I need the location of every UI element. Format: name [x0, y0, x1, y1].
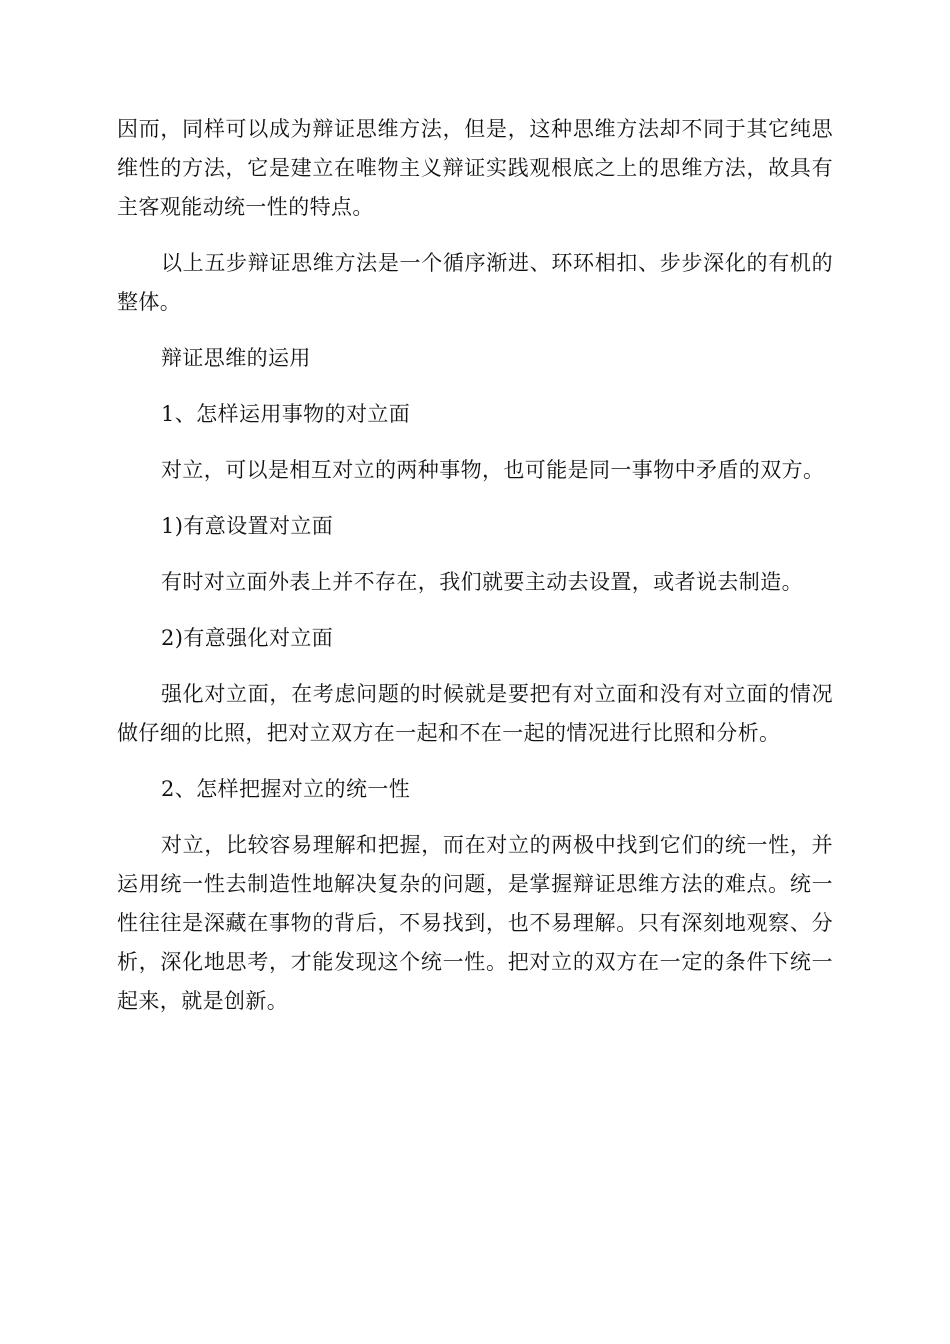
subsection-heading-2: 2、怎样把握对立的统一性 [161, 777, 411, 801]
item-heading-2: 2)有意强化对立面 [161, 626, 334, 650]
section-heading: 辩证思维的运用 [161, 346, 311, 370]
subsection-heading-1: 1、怎样运用事物的对立面 [161, 402, 411, 426]
document-body [117, 110, 833, 1038]
item-heading-1: 1)有意设置对立面 [161, 514, 334, 538]
paragraph-opposites: 对立，可以是相互对立的两种事物，也可能是同一事物中矛盾的双方。 [161, 458, 825, 482]
paragraph-summary: 以上五步辩证思维方法是一个循序渐进、环环相扣、步步深化的有机的整体。 [117, 251, 833, 314]
paragraph-set-opposite: 有时对立面外表上并不存在，我们就要主动去设置，或者说去制造。 [161, 570, 803, 594]
paragraph-unity: 对立，比较容易理解和把握，而在对立的两极中找到它们的统一性，并运用统一性去制造性地解决复杂的问题，是掌握辩证思维方法的难点。统一性往往是深藏在事物的背后，不易找到，也不易理解。只有深刻地观察、分析，深化地思考，才能发现这个统一性。把对立的双方在一定的条件下统一起来，就是创新。 [117, 833, 833, 1013]
paragraph-continuation: 因而，同样可以成为辩证思维方法，但是，这种思维方法却不同于其它纯思维性的方法，它是建立在唯物主义辩证实践观根底之上的思维方法，故具有主客观能动统一性的特点。 [117, 117, 833, 219]
paragraph-strengthen-opposite: 强化对立面，在考虑问题的时候就是要把有对立面和没有对立面的情况做仔细的比照，把对立双方在一起和不在一起的情况进行比照和分析。 [117, 682, 833, 745]
